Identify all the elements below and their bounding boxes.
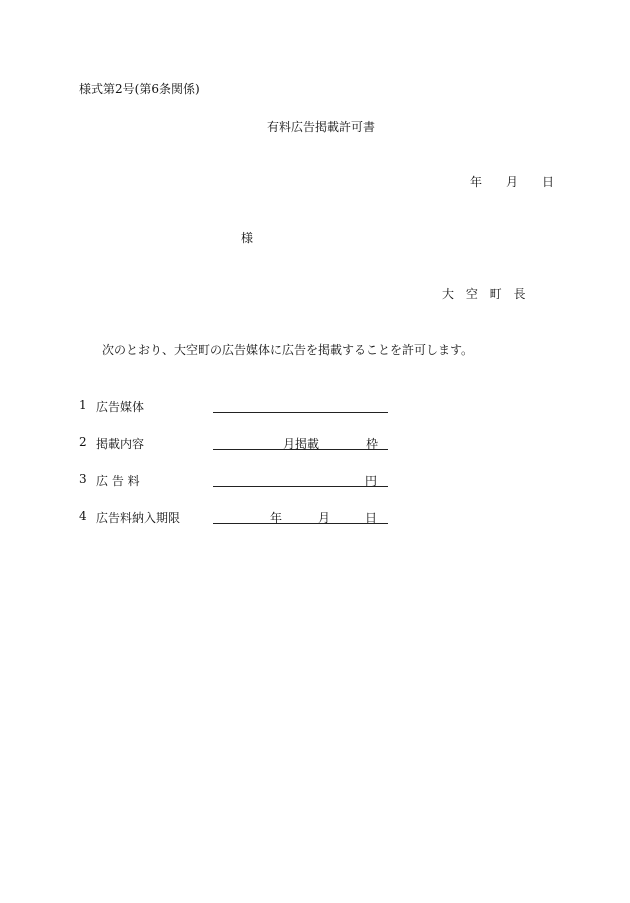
ad-content-field	[213, 435, 388, 450]
item-label: 広 告 料	[96, 474, 140, 488]
item-label: 広告料納入期限	[96, 511, 181, 525]
date-day-label: 日	[542, 175, 555, 189]
item-payment-deadline	[79, 509, 399, 523]
addressee-honorific: 様	[241, 231, 254, 245]
ad-fee-field	[213, 472, 388, 487]
item-label: 広告媒体	[96, 400, 145, 414]
date-year-label: 年	[470, 175, 483, 189]
item-number: 1	[79, 398, 87, 412]
item-ad-content	[79, 435, 399, 449]
deadline-month-label: 月	[318, 511, 331, 525]
issuer-name: 大 空 町 長	[442, 287, 530, 301]
issue-date	[470, 176, 554, 188]
item-number: 2	[79, 435, 87, 449]
item-ad-fee	[79, 472, 399, 486]
deadline-year-label: 年	[270, 511, 283, 525]
ad-medium-field	[213, 398, 388, 413]
yen-unit-label: 円	[365, 474, 378, 488]
item-label: 掲載内容	[96, 437, 145, 451]
item-ad-medium	[79, 398, 399, 412]
frame-label: 枠	[366, 437, 379, 451]
deadline-day-label: 日	[365, 511, 378, 525]
item-number: 4	[79, 509, 87, 523]
form-number: 様式第2号(第6条関係)	[79, 82, 200, 96]
date-month-label: 月	[506, 175, 519, 189]
item-number: 3	[79, 472, 87, 486]
month-posting-label: 月掲載	[283, 437, 320, 451]
payment-deadline-field	[213, 509, 388, 524]
permission-statement: 次のとおり、大空町の広告媒体に広告を掲載することを許可します。	[102, 343, 474, 357]
document-title: 有料広告掲載許可書	[266, 120, 375, 134]
